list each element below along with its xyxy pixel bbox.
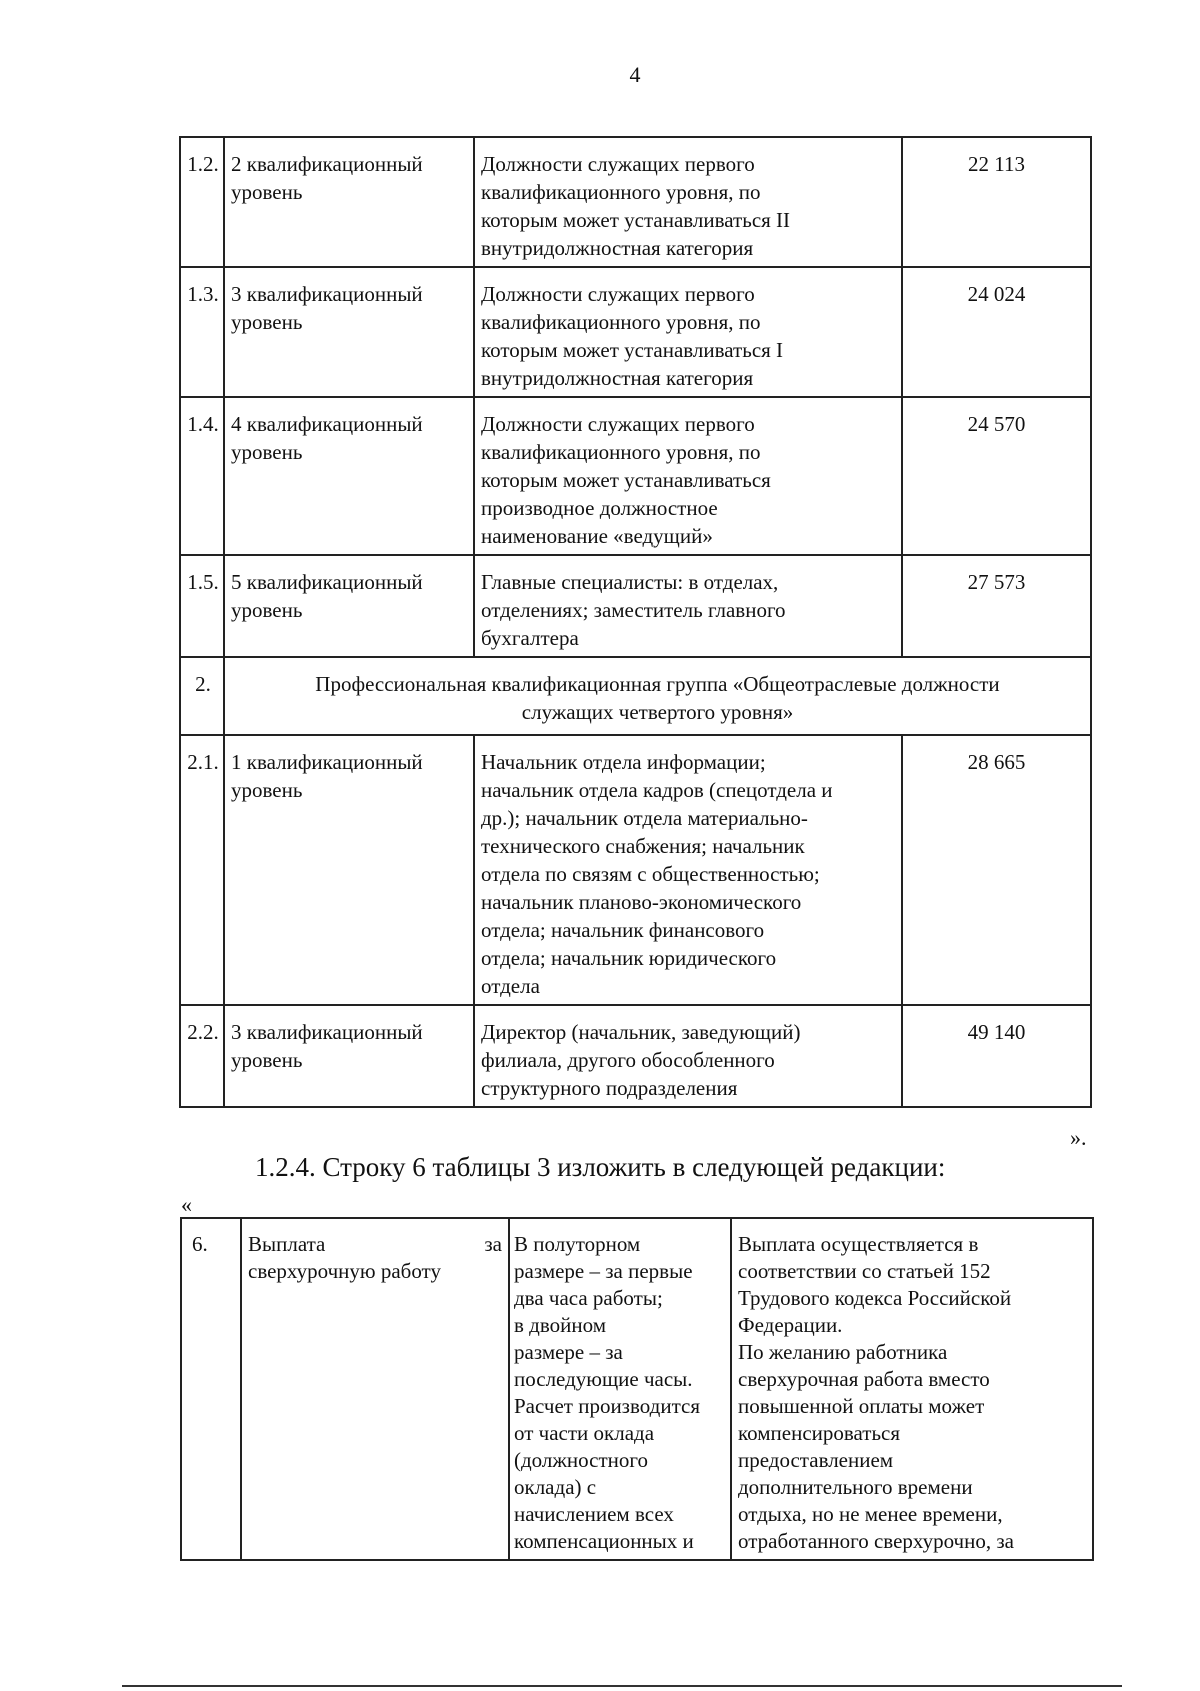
position-description-line: наименование «ведущий» — [481, 524, 713, 548]
qualification-level-line: уровень — [231, 598, 303, 622]
position-description-line: отделениях; заместитель главного — [481, 598, 786, 622]
position-description-line: Должности служащих первого — [481, 412, 755, 436]
payment-rate-line: два часа работы; — [514, 1286, 663, 1310]
position-description-line: которым может устанавливаться — [481, 468, 771, 492]
qualification-level-line: 5 квалификационный — [231, 570, 423, 594]
position-description — [474, 267, 902, 397]
position-description-line: отдела; начальник юридического — [481, 946, 777, 970]
position-description — [474, 397, 902, 555]
group-title — [224, 657, 1091, 735]
payment-rate-line: компенсационных и — [514, 1529, 694, 1553]
table-row — [180, 1005, 1091, 1107]
position-description-line: начальник отдела кадров (спецотдела и — [481, 778, 833, 802]
table-row — [180, 137, 1091, 267]
payment-conditions-line: компенсироваться — [738, 1421, 901, 1445]
position-description-line: Должности служащих первого — [481, 152, 755, 176]
position-description-line: Главные специалисты: в отделах, — [481, 570, 779, 594]
payment-conditions-line: По желанию работника — [738, 1340, 948, 1364]
qualification-level-line: 3 квалификационный — [231, 282, 423, 306]
qualification-level — [224, 555, 474, 657]
table-row — [181, 1218, 1093, 1560]
qualification-level — [224, 397, 474, 555]
salary-value: 28 665 — [902, 735, 1091, 1005]
payment-conditions-line: соответствии со статьей 152 — [738, 1259, 991, 1283]
row-number: 6. — [181, 1218, 241, 1560]
payments-table — [180, 1217, 1094, 1561]
payment-rate-line: размере – за — [514, 1340, 623, 1364]
qualification-level-line: 1 квалификационный — [231, 750, 423, 774]
position-description-line: Начальник отдела информации; — [481, 750, 766, 774]
qualification-level — [224, 137, 474, 267]
position-description-line: бухгалтера — [481, 626, 579, 650]
closing-quote: ». — [1070, 1125, 1087, 1150]
salary-table — [179, 136, 1092, 1108]
table-row — [180, 555, 1091, 657]
position-description-line: которым может устанавливаться I — [481, 338, 784, 362]
payment-name-line: сверхурочную работу — [248, 1259, 441, 1283]
position-description — [474, 137, 902, 267]
position-description-line: технического снабжения; начальник — [481, 834, 805, 858]
position-description-line: квалификационного уровня, по — [481, 310, 761, 334]
payment-rate-line: от части оклада — [514, 1421, 655, 1445]
row-number: 1.5. — [180, 555, 224, 657]
payment-rate-line: начислением всех — [514, 1502, 674, 1526]
payment-conditions-line: сверхурочная работа вместо — [738, 1367, 990, 1391]
group-number: 2. — [180, 657, 224, 735]
bottom-rule — [122, 1685, 1122, 1687]
payment-rate-line: оклада) с — [514, 1475, 597, 1499]
position-description-line: отдела; начальник финансового — [481, 918, 765, 942]
row-number: 1.2. — [180, 137, 224, 267]
payment-conditions — [731, 1218, 1093, 1560]
salary-value: 22 113 — [902, 137, 1091, 267]
position-description-line: Должности служащих первого — [481, 282, 755, 306]
payment-rate-line: (должностного — [514, 1448, 648, 1472]
row-number: 2.2. — [180, 1005, 224, 1107]
position-description-line: др.); начальник отдела материально- — [481, 806, 808, 830]
payment-rate-line: Расчет производится — [514, 1394, 700, 1418]
position-description — [474, 555, 902, 657]
opening-quote: « — [181, 1192, 192, 1217]
position-description-line: филиала, другого обособленного — [481, 1048, 775, 1072]
salary-value: 24 024 — [902, 267, 1091, 397]
row-number: 1.4. — [180, 397, 224, 555]
position-description-line: квалификационного уровня, по — [481, 180, 761, 204]
position-description-line: отдела — [481, 974, 540, 998]
row-number: 2.1. — [180, 735, 224, 1005]
group-row — [180, 657, 1091, 735]
payment-conditions-line: отработанного сверхурочно, за — [738, 1529, 1014, 1553]
payment-conditions-line: предоставлением — [738, 1448, 894, 1472]
payment-name-word: за — [484, 1232, 502, 1256]
payment-conditions-line: Выплата осуществляется в — [738, 1232, 979, 1256]
qualification-level-line: уровень — [231, 180, 303, 204]
table-row — [180, 267, 1091, 397]
salary-table-body — [180, 137, 1091, 1107]
row-number: 1.3. — [180, 267, 224, 397]
qualification-level-line: уровень — [231, 440, 303, 464]
payment-rate-line: размере – за первые — [514, 1259, 693, 1283]
payment-rate-line: В полуторном — [514, 1232, 641, 1256]
position-description-line: отдела по связям с общественностью; — [481, 862, 820, 886]
payment-conditions-line: Федерации. — [738, 1313, 843, 1337]
salary-value: 27 573 — [902, 555, 1091, 657]
payment-name — [241, 1218, 509, 1560]
salary-value: 49 140 — [902, 1005, 1091, 1107]
group-title-line: служащих четвертого уровня» — [521, 700, 794, 724]
position-description-line: начальник планово-экономического — [481, 890, 802, 914]
qualification-level-line: уровень — [231, 778, 303, 802]
payment-conditions-line: повышенной оплаты может — [738, 1394, 985, 1418]
position-description-line: производное должностное — [481, 496, 718, 520]
page-number: 4 — [629, 62, 641, 87]
qualification-level-line: 3 квалификационный — [231, 1020, 423, 1044]
qualification-level-line: 2 квалификационный — [231, 152, 423, 176]
amendment-instruction: 1.2.4. Строку 6 таблицы 3 изложить в следующей редакции: — [255, 1152, 946, 1182]
qualification-level — [224, 735, 474, 1005]
position-description-line: структурного подразделения — [481, 1076, 738, 1100]
qualification-level-line: уровень — [231, 310, 303, 334]
position-description-line: внутридолжностная категория — [481, 236, 754, 260]
payment-conditions-line: Трудового кодекса Российской — [738, 1286, 1012, 1310]
payment-rate-line: последующие часы. — [514, 1367, 693, 1391]
qualification-level — [224, 267, 474, 397]
group-title-line: Профессиональная квалификационная группа «Общеотраслевые должности — [315, 672, 1000, 696]
payment-conditions-line: дополнительного времени — [738, 1475, 973, 1499]
payment-rate — [509, 1218, 731, 1560]
payment-conditions-line: отдыха, но не менее времени, — [738, 1502, 1003, 1526]
position-description — [474, 1005, 902, 1107]
position-description-line: внутридолжностная категория — [481, 366, 754, 390]
position-description-line: Директор (начальник, заведующий) — [481, 1020, 801, 1044]
qualification-level-line: 4 квалификационный — [231, 412, 423, 436]
table-row — [180, 735, 1091, 1005]
payment-rate-line: в двойном — [514, 1313, 606, 1337]
qualification-level-line: уровень — [231, 1048, 303, 1072]
position-description-line: которым может устанавливаться II — [481, 208, 791, 232]
position-description — [474, 735, 902, 1005]
salary-value: 24 570 — [902, 397, 1091, 555]
payment-name-word: Выплата — [248, 1232, 326, 1256]
table-row — [180, 397, 1091, 555]
position-description-line: квалификационного уровня, по — [481, 440, 761, 464]
qualification-level — [224, 1005, 474, 1107]
